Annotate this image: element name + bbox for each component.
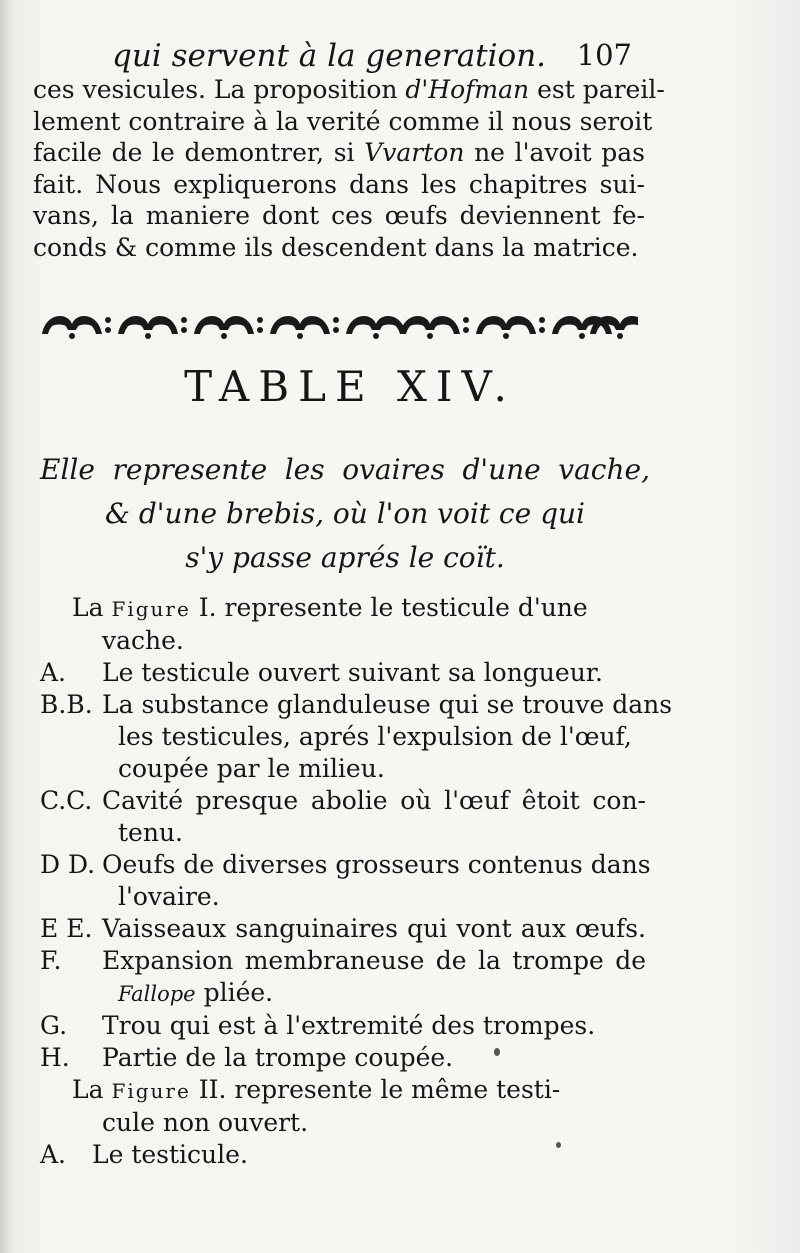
text-line: ces vesicules. La proposition d'Hofman est pareil- — [33, 75, 665, 104]
entry-text-cont: coupée par le milieu. — [118, 754, 385, 783]
entry-text: Cavité presque abolie où l'œuf êtoit con- — [102, 786, 646, 815]
entry-text: Le testicule ouvert suivant sa longueur. — [102, 658, 603, 687]
legend-entry-h — [40, 1042, 646, 1074]
text-line: facile de le demontrer, si Vvarton ne l'avoit pas — [33, 138, 645, 167]
entry-text: Le testicule. — [92, 1140, 248, 1169]
caption-line: s'y passe aprés le coït. — [185, 541, 505, 574]
text-line: conds & comme ils descendent dans la matrice. — [33, 232, 639, 262]
entry-text-cont: les testicules, aprés l'expulsion de l'œuf, — [118, 722, 632, 751]
entry-text-cont: tenu. — [118, 818, 183, 847]
entry-label: G. — [40, 1011, 68, 1040]
entry-label: A. — [40, 658, 67, 687]
ink-speck — [494, 1048, 500, 1056]
entry-text: Vaisseaux sanguinaires qui vont aux œufs. — [102, 914, 646, 943]
page-number: 107 — [576, 38, 632, 72]
entry-label: B.B. — [40, 690, 93, 719]
running-head — [112, 38, 632, 78]
legend-entry-g — [40, 1010, 646, 1042]
legend-entry-a — [40, 657, 646, 689]
page-gutter — [0, 0, 14, 1253]
caption-line: & d'une brebis, où l'on voit ce qui — [105, 497, 585, 530]
entry-text: Oeufs de diverses grosseurs contenus dans — [102, 850, 651, 879]
figure-legend — [40, 592, 673, 1171]
entry-label: F. — [40, 946, 62, 975]
legend-entry-cc — [40, 785, 646, 849]
figure-2-intro-cont: cule non ouvert. — [102, 1108, 309, 1137]
legend-entry-bb — [40, 689, 673, 785]
figure-1-intro: La Figure I. represente le testicule d'une — [72, 593, 588, 622]
ink-speck — [556, 1142, 561, 1148]
table-caption — [40, 448, 650, 580]
entry-label: E E. — [40, 914, 93, 943]
entry-label: D D. — [40, 850, 96, 879]
table-title: TABLE XIV. — [184, 362, 516, 411]
entry-label: A. — [40, 1140, 67, 1169]
top-paragraph — [33, 74, 665, 263]
entry-text-cont: Fallope pliée. — [118, 978, 274, 1007]
figure-1-intro-cont: vache. — [102, 626, 184, 655]
text-line: fait. Nous expliquerons dans les chapitres sui- — [33, 169, 645, 199]
text-line: vans, la maniere dont ces œufs deviennent fe- — [33, 201, 645, 230]
entry-text: Trou qui est à l'extremité des trompes. — [102, 1011, 596, 1040]
entry-text: Partie de la trompe coupée. — [102, 1043, 454, 1072]
legend-entry-dd — [40, 849, 651, 913]
entry-label: H. — [40, 1043, 70, 1072]
running-head-title: qui servent à la generation. — [112, 38, 547, 74]
entry-text-cont: l'ovaire. — [118, 882, 220, 911]
figure-2-intro: La Figure II. represente le même testi- — [72, 1075, 561, 1104]
caption-line: Elle represente les ovaires d'une vache, — [40, 453, 650, 486]
ornament-band — [38, 306, 638, 342]
text-line: lement contraire à la verité comme il nous seroit — [33, 106, 653, 136]
entry-text: La substance glanduleuse qui se trouve dans — [102, 690, 673, 719]
legend-entry-f — [40, 945, 646, 1010]
legend-entry-ee — [40, 913, 646, 945]
entry-label: C.C. — [40, 786, 93, 815]
entry-text: Expansion membraneuse de la trompe de — [102, 946, 646, 975]
